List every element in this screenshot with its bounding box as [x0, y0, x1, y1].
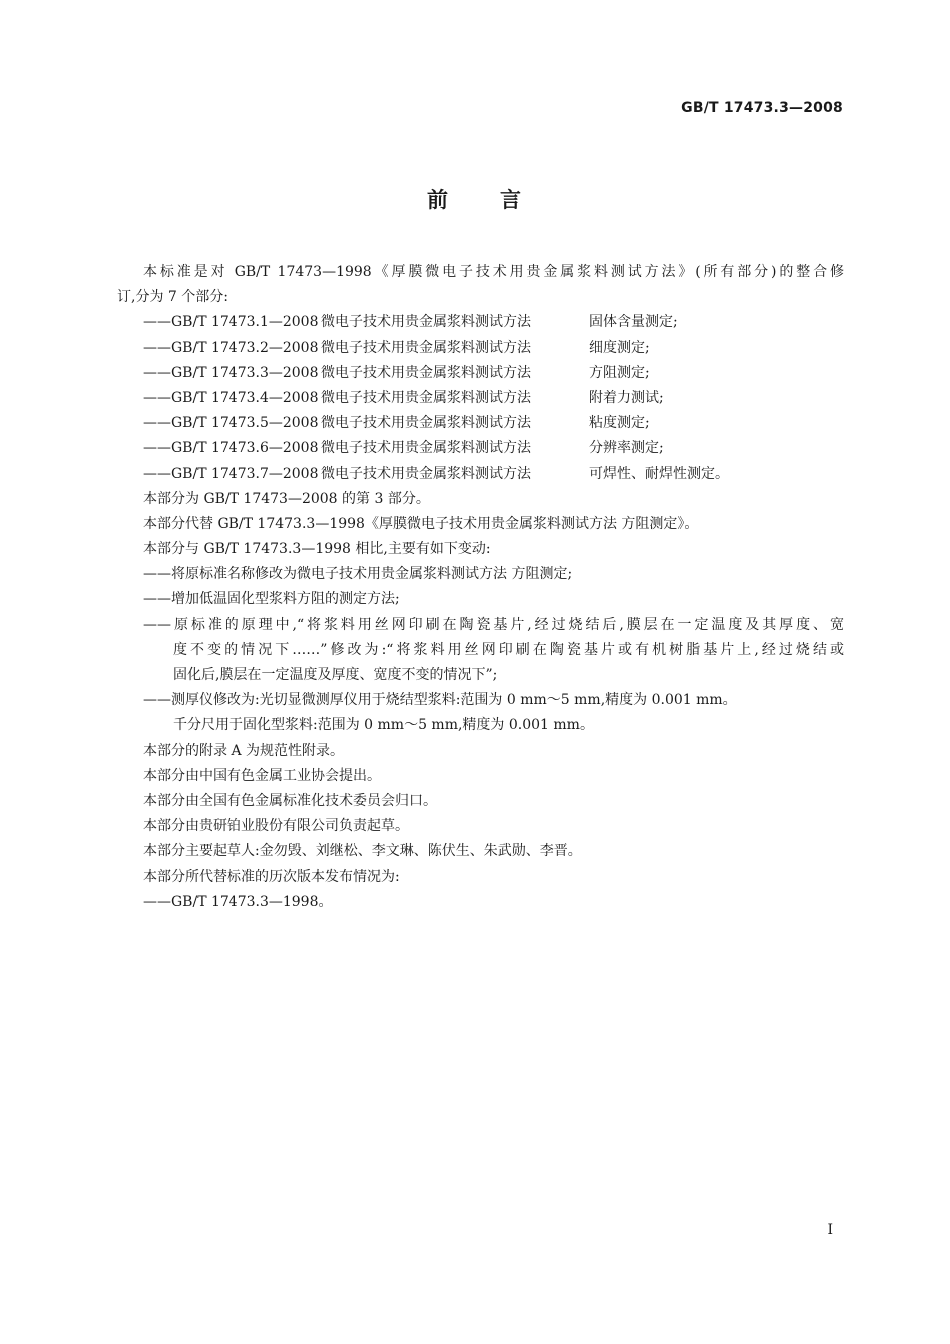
part-number: ——GB/T 17473.1—2008	[143, 314, 319, 331]
part-subtitle: 细度测定;	[589, 339, 650, 356]
part-name: 微电子技术用贵金属浆料测试方法	[321, 314, 531, 331]
change-item-2: ——增加低温固化型浆料方阻的测定方法;	[143, 591, 400, 608]
change-item-4-line-1: ——测厚仪修改为:光切显微测厚仪用于烧结型浆料:范围为 0 mm～5 mm,精度为 0.001 mm。	[143, 692, 737, 709]
title-char-2: 言	[500, 188, 523, 212]
foreword-body	[117, 260, 844, 915]
proposed-by-statement: 本部分由中国有色金属工业协会提出。	[143, 767, 381, 784]
change-item-3-line-3: 固化后,膜层在一定温度及厚度、宽度不变的情况下”;	[173, 667, 498, 683]
part-subtitle: 粘度测定;	[589, 415, 650, 432]
change-item-3-line-1: ——原标准的原理中,“将浆料用丝网印刷在陶瓷基片,经过烧结后,膜层在一定温度及其厚度、宽	[143, 616, 844, 633]
part-name: 微电子技术用贵金属浆料测试方法	[321, 339, 531, 356]
part-list-item	[117, 310, 844, 335]
part-number: ——GB/T 17473.4—2008	[143, 389, 319, 406]
part-number: ——GB/T 17473.3—2008	[143, 364, 319, 381]
replaces-statement: 本部分代替 GB/T 17473.3—1998《厚膜微电子技术用贵金属浆料测试方法 方阻测定》。	[143, 515, 699, 532]
change-item-3-line-2: 度不变的情况下……”修改为:“将浆料用丝网印刷在陶瓷基片或有机树脂基片上,经过烧结或	[173, 641, 844, 658]
drafters-statement: 本部分主要起草人:金勿毁、刘继松、李文琳、陈伏生、朱武勋、李晋。	[143, 843, 582, 860]
part-number: ——GB/T 17473.2—2008	[143, 339, 319, 356]
intro-line-2: 订,分为 7 个部分:	[117, 289, 228, 306]
part-subtitle: 固体含量测定;	[589, 314, 678, 331]
part-number: ——GB/T 17473.5—2008	[143, 415, 319, 432]
part-name: 微电子技术用贵金属浆料测试方法	[321, 415, 531, 432]
managed-by-statement: 本部分由全国有色金属标准化技术委员会归口。	[143, 792, 437, 809]
part-number: ——GB/T 17473.6—2008	[143, 440, 319, 457]
part-list-item	[117, 336, 844, 361]
intro-line-1: 本标准是对 GB/T 17473—1998《厚膜微电子技术用贵金属浆料测试方法》(所有部分)的整合修	[143, 264, 844, 280]
drafted-by-statement: 本部分由贵研铂业股份有限公司负责起草。	[143, 818, 409, 835]
part-subtitle: 附着力测试;	[589, 389, 664, 406]
change-item-1: ——将原标准名称修改为微电子技术用贵金属浆料测试方法 方阻测定;	[143, 566, 573, 583]
part-number: ——GB/T 17473.7—2008	[143, 465, 319, 482]
history-statement: 本部分所代替标准的历次版本发布情况为:	[143, 868, 400, 885]
this-part-statement: 本部分为 GB/T 17473—2008 的第 3 部分。	[143, 490, 430, 507]
annex-statement: 本部分的附录 A 为规范性附录。	[143, 742, 345, 759]
part-list-item	[117, 361, 844, 386]
change-item-4-line-2: 千分尺用于固化型浆料:范围为 0 mm～5 mm,精度为 0.001 mm。	[173, 717, 594, 734]
part-name: 微电子技术用贵金属浆料测试方法	[321, 364, 531, 381]
part-name: 微电子技术用贵金属浆料测试方法	[321, 465, 531, 482]
comparison-statement: 本部分与 GB/T 17473.3—1998 相比,主要有如下变动:	[143, 541, 491, 558]
part-list-item	[117, 411, 844, 436]
part-list-item	[117, 462, 844, 487]
part-subtitle: 方阻测定;	[589, 364, 650, 381]
part-name: 微电子技术用贵金属浆料测试方法	[321, 389, 531, 406]
part-subtitle: 分辨率测定;	[589, 440, 664, 457]
part-list-item	[117, 386, 844, 411]
page-title	[0, 184, 950, 214]
history-item: ——GB/T 17473.3—1998。	[143, 893, 333, 910]
part-subtitle: 可焊性、耐焊性测定。	[589, 465, 729, 482]
part-list-item	[117, 436, 844, 461]
title-char-1: 前	[427, 188, 450, 212]
page-number: I	[827, 1222, 833, 1238]
standard-code: GB/T 17473.3—2008	[681, 100, 843, 116]
part-name: 微电子技术用贵金属浆料测试方法	[321, 440, 531, 457]
